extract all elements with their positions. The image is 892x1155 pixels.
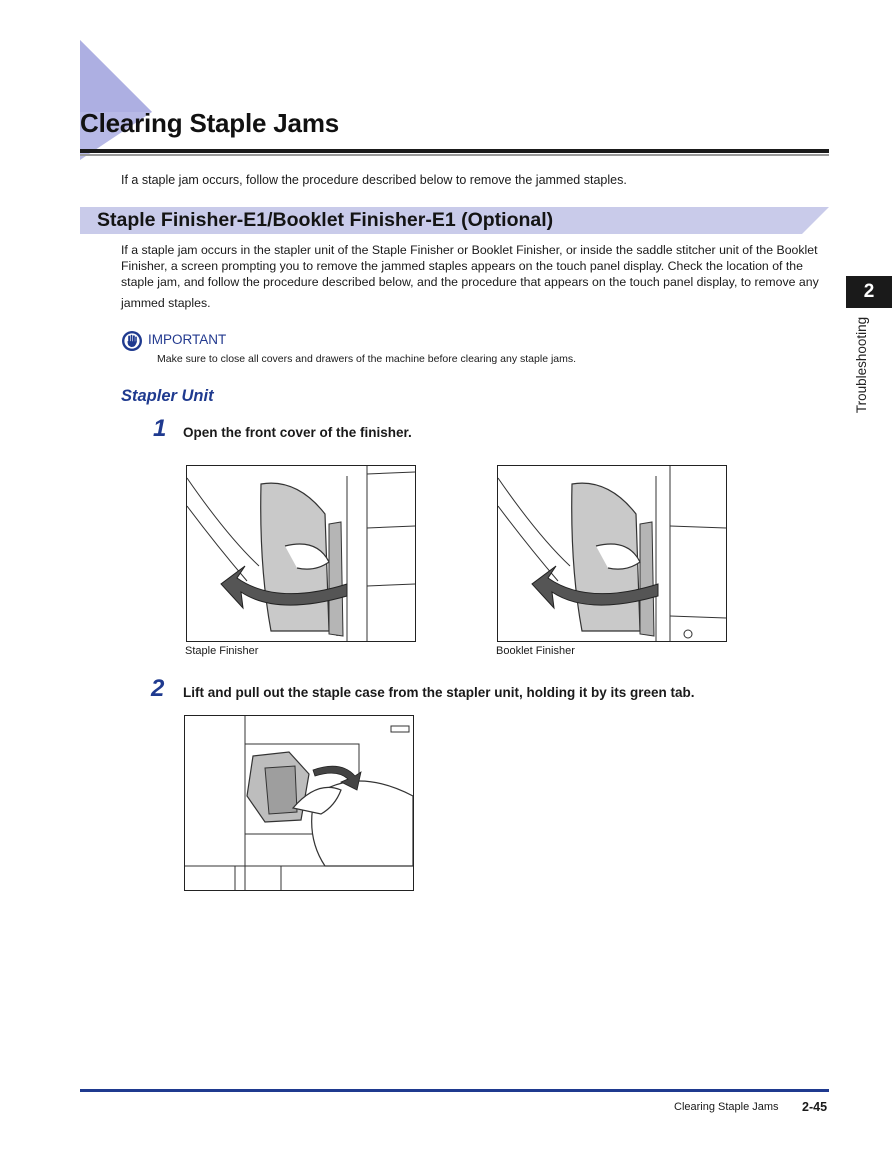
step-1-text: Open the front cover of the finisher. <box>183 425 412 440</box>
section-body-last-line: jammed staples. <box>121 295 211 310</box>
section-body-text: If a staple jam occurs in the stapler unit of the Staple Finisher or Booklet Finisher, or inside the saddle stitcher unit of the Booklet Finisher, a screen prompting you to remove the jammed staples appears on the touch panel display. Check the location of the staple jam, and follow the procedure described below, and the procedure that appears on the touch panel display, to remove any <box>121 243 819 290</box>
section-title: Staple Finisher-E1/Booklet Finisher-E1 (Optional) <box>97 209 554 231</box>
chapter-label: Troubleshooting <box>854 316 869 414</box>
section-body <box>121 242 829 311</box>
step-2-text: Lift and pull out the staple case from the stapler unit, holding it by its green tab. <box>183 685 695 700</box>
staple-case-illustration <box>185 716 413 890</box>
title-rule-shadow <box>80 154 829 156</box>
subsection-title: Stapler Unit <box>121 387 214 405</box>
figure-staple-case <box>184 715 414 891</box>
step-1-number: 1 <box>153 415 167 442</box>
booklet-finisher-illustration <box>498 466 726 641</box>
staple-finisher-illustration <box>187 466 415 641</box>
footer-rule <box>80 1089 829 1092</box>
figure-1-caption: Staple Finisher <box>185 645 259 657</box>
important-text: Make sure to close all covers and drawers of the machine before clearing any staple jams. <box>157 353 577 365</box>
chapter-number-tab: 2 <box>846 276 892 308</box>
figure-booklet-finisher <box>497 465 727 642</box>
intro-text: If a staple jam occurs, follow the procedure described below to remove the jammed staples. <box>121 173 627 187</box>
footer-section-title: Clearing Staple Jams <box>674 1101 779 1113</box>
figure-staple-finisher <box>186 465 416 642</box>
footer-page-number: 2-45 <box>802 1100 828 1114</box>
title-rule <box>80 149 829 153</box>
corner-triangle-decoration <box>80 40 160 160</box>
important-label: IMPORTANT <box>148 332 227 347</box>
step-2-number: 2 <box>151 675 165 702</box>
page-title: Clearing Staple Jams <box>80 108 339 138</box>
figure-2-caption: Booklet Finisher <box>496 645 575 657</box>
important-hand-icon <box>121 330 143 352</box>
